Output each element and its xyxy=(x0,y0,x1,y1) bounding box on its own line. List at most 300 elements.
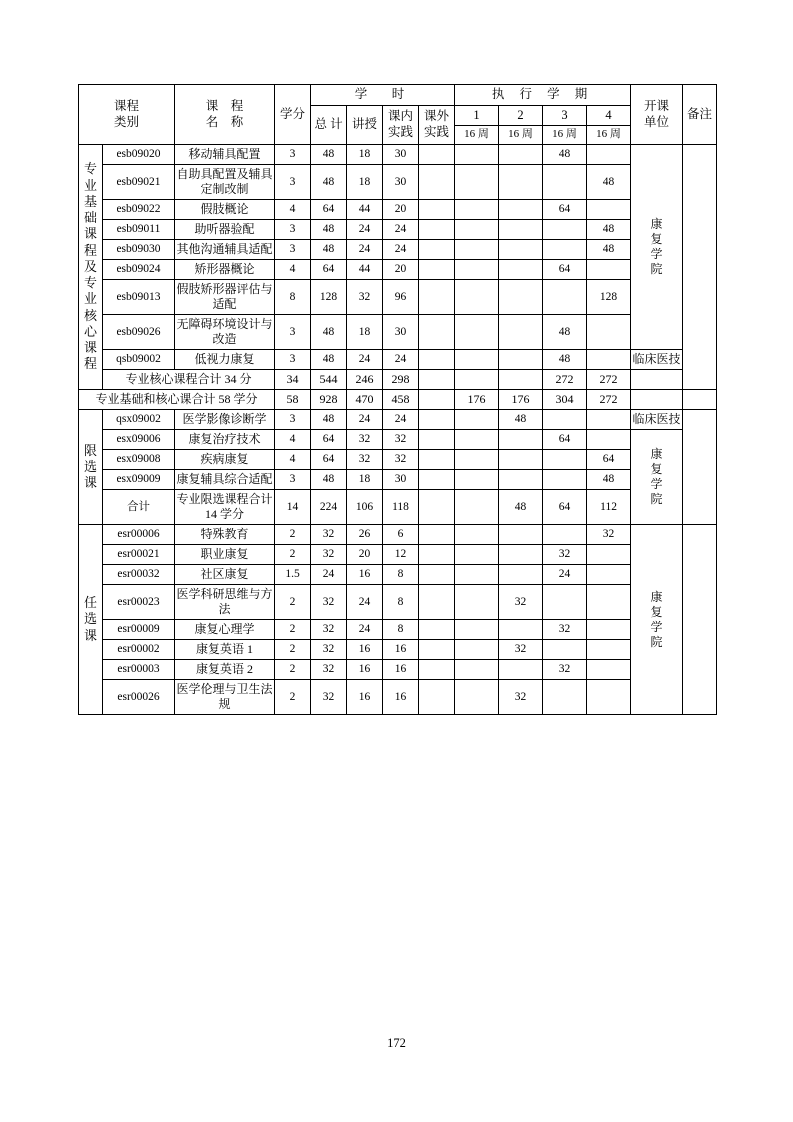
course-name: 移动辅具配置 xyxy=(175,145,275,165)
course-total-hours: 64 xyxy=(311,200,347,220)
course-practice-out xyxy=(419,565,455,585)
grand-total-practice-out xyxy=(419,390,455,410)
course-credit: 3 xyxy=(275,165,311,200)
subtotal-label: 专业核心课程合计 34 分 xyxy=(103,370,275,390)
course-name: 助听器验配 xyxy=(175,220,275,240)
subtotal-lecture-hours: 246 xyxy=(347,370,383,390)
table-header xyxy=(79,85,717,145)
grand-total-note xyxy=(683,390,717,410)
table-row-grand-total xyxy=(79,390,717,410)
course-total-hours: 64 xyxy=(311,450,347,470)
table-row-subtotal xyxy=(79,370,717,390)
course-practice-in: 24 xyxy=(383,220,419,240)
header-unit-line2: 单位 xyxy=(644,114,670,129)
course-term-1 xyxy=(455,585,499,620)
course-practice-in: 24 xyxy=(383,350,419,370)
group-label-char: 任 xyxy=(83,595,97,611)
course-term-1 xyxy=(455,145,499,165)
course-practice-in: 8 xyxy=(383,565,419,585)
grand-total-term-1: 176 xyxy=(455,390,499,410)
course-term-1 xyxy=(455,470,499,490)
table-row xyxy=(79,165,717,200)
course-term-2 xyxy=(499,525,543,545)
course-term-1 xyxy=(455,220,499,240)
header-weeks-2: 16 周 xyxy=(499,126,543,145)
header-category xyxy=(79,85,175,145)
course-term-3 xyxy=(543,585,587,620)
course-lecture-hours: 18 xyxy=(347,315,383,350)
course-practice-in: 16 xyxy=(383,640,419,660)
header-practice-out-line2: 实践 xyxy=(424,124,450,139)
table-row xyxy=(79,620,717,640)
course-term-3 xyxy=(543,220,587,240)
course-practice-out xyxy=(419,260,455,280)
course-code: esb09022 xyxy=(103,200,175,220)
table-row xyxy=(79,525,717,545)
course-term-2 xyxy=(499,165,543,200)
course-practice-out xyxy=(419,165,455,200)
subtotal-unit xyxy=(631,370,683,390)
group-label-char: 课 xyxy=(83,475,97,491)
course-lecture-hours: 16 xyxy=(347,640,383,660)
course-total-hours: 48 xyxy=(311,240,347,260)
course-name: 社区康复 xyxy=(175,565,275,585)
course-term-4 xyxy=(587,660,631,680)
course-term-2 xyxy=(499,220,543,240)
table-row xyxy=(79,410,717,430)
unit-char: 康 xyxy=(650,217,663,231)
course-term-4 xyxy=(587,260,631,280)
course-unit-override: 临床医技 xyxy=(631,350,683,370)
course-term-4 xyxy=(587,350,631,370)
course-term-1 xyxy=(455,430,499,450)
subtotal-code-label: 合计 xyxy=(103,490,175,525)
course-term-3 xyxy=(543,525,587,545)
subtotal-credit: 14 xyxy=(275,490,311,525)
subtotal-term-4: 272 xyxy=(587,370,631,390)
table-row xyxy=(79,315,717,350)
group-label-restricted xyxy=(79,410,103,525)
course-term-1 xyxy=(455,565,499,585)
course-practice-out xyxy=(419,620,455,640)
table-row xyxy=(79,565,717,585)
grand-total-credit: 58 xyxy=(275,390,311,410)
course-practice-in: 30 xyxy=(383,315,419,350)
course-credit: 3 xyxy=(275,240,311,260)
group-label-char: 课 xyxy=(83,627,97,643)
course-lecture-hours: 18 xyxy=(347,470,383,490)
course-term-1 xyxy=(455,680,499,715)
table-row xyxy=(79,200,717,220)
course-credit: 3 xyxy=(275,350,311,370)
course-lecture-hours: 24 xyxy=(347,350,383,370)
course-term-1 xyxy=(455,165,499,200)
course-term-3: 32 xyxy=(543,660,587,680)
course-term-2: 32 xyxy=(499,640,543,660)
table-row xyxy=(79,680,717,715)
course-term-2 xyxy=(499,430,543,450)
course-practice-out xyxy=(419,680,455,715)
course-term-2 xyxy=(499,260,543,280)
course-name: 自助具配置及辅具定制改制 xyxy=(175,165,275,200)
course-practice-in: 24 xyxy=(383,240,419,260)
course-term-4: 32 xyxy=(587,525,631,545)
course-term-2 xyxy=(499,620,543,640)
course-practice-out xyxy=(419,350,455,370)
course-practice-out xyxy=(419,450,455,470)
course-term-3: 32 xyxy=(543,545,587,565)
table-body xyxy=(79,145,717,715)
course-term-4 xyxy=(587,565,631,585)
course-total-hours: 32 xyxy=(311,640,347,660)
course-code: esx09006 xyxy=(103,430,175,450)
course-name: 假肢概论 xyxy=(175,200,275,220)
header-course-name xyxy=(175,85,275,145)
course-code: esr00002 xyxy=(103,640,175,660)
group-label-char: 课 xyxy=(83,226,97,242)
course-name: 低视力康复 xyxy=(175,350,275,370)
header-practice-in-line2: 实践 xyxy=(388,124,414,139)
grand-total-term-2: 176 xyxy=(499,390,543,410)
course-term-1 xyxy=(455,350,499,370)
course-credit: 4 xyxy=(275,450,311,470)
course-lecture-hours: 44 xyxy=(347,260,383,280)
course-term-2 xyxy=(499,145,543,165)
course-total-hours: 48 xyxy=(311,410,347,430)
course-term-4: 48 xyxy=(587,165,631,200)
course-term-4 xyxy=(587,545,631,565)
header-practice-in-line1: 课内 xyxy=(388,109,414,124)
course-total-hours: 48 xyxy=(311,165,347,200)
table-row xyxy=(79,450,717,470)
subtotal-term-4: 112 xyxy=(587,490,631,525)
subtotal-practice-out xyxy=(419,370,455,390)
course-lecture-hours: 24 xyxy=(347,585,383,620)
course-credit: 1.5 xyxy=(275,565,311,585)
unit-char: 学 xyxy=(650,477,663,491)
header-lecture-hours: 讲授 xyxy=(347,105,383,144)
group-label-char: 业 xyxy=(83,177,97,193)
subtotal-credit: 34 xyxy=(275,370,311,390)
group-label-char: 心 xyxy=(83,323,97,339)
course-total-hours: 32 xyxy=(311,660,347,680)
course-name: 特殊教育 xyxy=(175,525,275,545)
course-credit: 3 xyxy=(275,220,311,240)
course-name: 无障碍环境设计与改造 xyxy=(175,315,275,350)
course-practice-in: 20 xyxy=(383,200,419,220)
course-term-3 xyxy=(543,640,587,660)
group-label-char: 业 xyxy=(83,291,97,307)
course-term-3 xyxy=(543,240,587,260)
course-term-4 xyxy=(587,640,631,660)
group-label-char: 选 xyxy=(83,458,97,474)
course-practice-in: 24 xyxy=(383,410,419,430)
group-label-char: 程 xyxy=(83,242,97,258)
header-category-line2: 类别 xyxy=(114,114,140,129)
course-lecture-hours: 24 xyxy=(347,410,383,430)
course-practice-in: 32 xyxy=(383,430,419,450)
grand-total-lecture-hours: 470 xyxy=(347,390,383,410)
course-practice-out xyxy=(419,220,455,240)
course-name: 医学影像诊断学 xyxy=(175,410,275,430)
group-label-char: 课 xyxy=(83,340,97,356)
course-term-2 xyxy=(499,280,543,315)
course-term-2 xyxy=(499,350,543,370)
course-lecture-hours: 18 xyxy=(347,165,383,200)
course-credit: 4 xyxy=(275,430,311,450)
course-total-hours: 48 xyxy=(311,315,347,350)
course-practice-out xyxy=(419,240,455,260)
table-row-subtotal xyxy=(79,490,717,525)
course-unit xyxy=(631,430,683,525)
header-term-2: 2 xyxy=(499,105,543,126)
subtotal-term-1 xyxy=(455,370,499,390)
group-label-char: 专 xyxy=(83,275,97,291)
header-name-line2: 名 称 xyxy=(205,114,244,129)
unit-char: 复 xyxy=(650,232,663,246)
course-term-1 xyxy=(455,620,499,640)
course-practice-out xyxy=(419,315,455,350)
course-term-2: 32 xyxy=(499,680,543,715)
course-code: esb09013 xyxy=(103,280,175,315)
subtotal-term-2: 48 xyxy=(499,490,543,525)
header-weeks-1: 16 周 xyxy=(455,126,499,145)
course-term-3: 48 xyxy=(543,145,587,165)
header-practice-out xyxy=(419,105,455,144)
course-unit-override: 临床医技 xyxy=(631,410,683,430)
page-number: 172 xyxy=(387,1036,406,1050)
course-term-1 xyxy=(455,315,499,350)
table-row xyxy=(79,260,717,280)
course-term-3 xyxy=(543,280,587,315)
course-practice-in: 20 xyxy=(383,260,419,280)
header-term-1: 1 xyxy=(455,105,499,126)
course-term-1 xyxy=(455,200,499,220)
course-lecture-hours: 32 xyxy=(347,280,383,315)
header-term-3: 3 xyxy=(543,105,587,126)
course-practice-in: 32 xyxy=(383,450,419,470)
course-name: 矫形器概论 xyxy=(175,260,275,280)
course-code: esb09026 xyxy=(103,315,175,350)
course-term-2: 48 xyxy=(499,410,543,430)
unit-char: 学 xyxy=(650,619,663,634)
course-term-4: 64 xyxy=(587,450,631,470)
group-label-char: 专 xyxy=(83,161,97,177)
course-term-4 xyxy=(587,585,631,620)
course-name: 疾病康复 xyxy=(175,450,275,470)
course-code: esr00032 xyxy=(103,565,175,585)
course-total-hours: 48 xyxy=(311,145,347,165)
course-term-4 xyxy=(587,680,631,715)
course-total-hours: 64 xyxy=(311,260,347,280)
course-credit: 3 xyxy=(275,410,311,430)
header-unit xyxy=(631,85,683,145)
course-lecture-hours: 32 xyxy=(347,430,383,450)
course-total-hours: 24 xyxy=(311,565,347,585)
course-name: 康复辅具综合适配 xyxy=(175,470,275,490)
course-practice-in: 16 xyxy=(383,660,419,680)
course-term-3: 32 xyxy=(543,620,587,640)
course-code: esr00006 xyxy=(103,525,175,545)
course-term-2 xyxy=(499,240,543,260)
course-lecture-hours: 24 xyxy=(347,240,383,260)
course-name: 康复英语 2 xyxy=(175,660,275,680)
unit-char: 复 xyxy=(650,462,663,476)
course-term-2: 32 xyxy=(499,585,543,620)
course-credit: 2 xyxy=(275,585,311,620)
group-label-core xyxy=(79,145,103,390)
course-term-3: 64 xyxy=(543,260,587,280)
course-term-4 xyxy=(587,410,631,430)
course-term-1 xyxy=(455,240,499,260)
header-credit: 学分 xyxy=(275,85,311,145)
course-term-4: 48 xyxy=(587,470,631,490)
course-term-1 xyxy=(455,410,499,430)
header-name-line1: 课 程 xyxy=(205,98,244,113)
group-label-elective xyxy=(79,525,103,715)
grand-total-term-4: 272 xyxy=(587,390,631,410)
table-row xyxy=(79,350,717,370)
subtotal-practice-in: 298 xyxy=(383,370,419,390)
course-code: esr00003 xyxy=(103,660,175,680)
course-term-2 xyxy=(499,450,543,470)
course-term-4: 48 xyxy=(587,220,631,240)
course-practice-in: 12 xyxy=(383,545,419,565)
course-lecture-hours: 32 xyxy=(347,450,383,470)
course-practice-in: 96 xyxy=(383,280,419,315)
course-term-3 xyxy=(543,165,587,200)
course-lecture-hours: 16 xyxy=(347,680,383,715)
course-total-hours: 48 xyxy=(311,350,347,370)
course-term-2 xyxy=(499,470,543,490)
header-weeks-3: 16 周 xyxy=(543,126,587,145)
course-term-3 xyxy=(543,410,587,430)
course-lecture-hours: 44 xyxy=(347,200,383,220)
course-practice-in: 30 xyxy=(383,145,419,165)
course-lecture-hours: 16 xyxy=(347,565,383,585)
course-term-3: 64 xyxy=(543,430,587,450)
subtotal-term-2 xyxy=(499,370,543,390)
table-row xyxy=(79,545,717,565)
course-total-hours: 64 xyxy=(311,430,347,450)
course-practice-out xyxy=(419,525,455,545)
subtotal-term-1 xyxy=(455,490,499,525)
course-practice-out xyxy=(419,145,455,165)
course-practice-out xyxy=(419,640,455,660)
table-row xyxy=(79,430,717,450)
course-term-2 xyxy=(499,200,543,220)
course-code: esx09009 xyxy=(103,470,175,490)
header-hours-group: 学 时 xyxy=(311,85,455,106)
unit-char: 院 xyxy=(650,634,663,649)
course-code: esr00023 xyxy=(103,585,175,620)
course-total-hours: 48 xyxy=(311,470,347,490)
course-practice-out xyxy=(419,430,455,450)
grand-total-term-3: 304 xyxy=(543,390,587,410)
course-total-hours: 32 xyxy=(311,545,347,565)
subtotal-total-hours: 224 xyxy=(311,490,347,525)
course-term-1 xyxy=(455,525,499,545)
course-term-1 xyxy=(455,660,499,680)
subtotal-term-3: 64 xyxy=(543,490,587,525)
course-credit: 2 xyxy=(275,660,311,680)
course-term-4 xyxy=(587,315,631,350)
course-term-3 xyxy=(543,450,587,470)
grand-total-practice-in: 458 xyxy=(383,390,419,410)
course-term-2 xyxy=(499,660,543,680)
course-note xyxy=(683,145,717,390)
course-credit: 2 xyxy=(275,620,311,640)
course-total-hours: 32 xyxy=(311,680,347,715)
table-row xyxy=(79,470,717,490)
course-term-1 xyxy=(455,280,499,315)
curriculum-table xyxy=(78,84,717,715)
grand-total-total-hours: 928 xyxy=(311,390,347,410)
subtotal-practice-out xyxy=(419,490,455,525)
course-name: 职业康复 xyxy=(175,545,275,565)
course-name: 假肢矫形器评估与适配 xyxy=(175,280,275,315)
group-label-char: 限 xyxy=(83,442,97,458)
course-practice-in: 30 xyxy=(383,470,419,490)
course-practice-in: 6 xyxy=(383,525,419,545)
course-credit: 2 xyxy=(275,640,311,660)
course-note xyxy=(683,525,717,715)
subtotal-lecture-hours: 106 xyxy=(347,490,383,525)
course-credit: 4 xyxy=(275,200,311,220)
course-code: esr00009 xyxy=(103,620,175,640)
header-practice-in xyxy=(383,105,419,144)
course-code: esx09008 xyxy=(103,450,175,470)
course-term-1 xyxy=(455,450,499,470)
course-credit: 8 xyxy=(275,280,311,315)
course-credit: 3 xyxy=(275,470,311,490)
header-note: 备注 xyxy=(683,85,717,145)
course-term-1 xyxy=(455,640,499,660)
group-label-char: 础 xyxy=(83,210,97,226)
course-name: 医学科研思维与方法 xyxy=(175,585,275,620)
course-term-1 xyxy=(455,260,499,280)
group-label-char: 程 xyxy=(83,356,97,372)
subtotal-total-hours: 544 xyxy=(311,370,347,390)
course-term-4 xyxy=(587,145,631,165)
course-code: esr00026 xyxy=(103,680,175,715)
course-lecture-hours: 24 xyxy=(347,620,383,640)
course-lecture-hours: 26 xyxy=(347,525,383,545)
group-label-char: 核 xyxy=(83,307,97,323)
unit-char: 院 xyxy=(650,492,663,506)
course-name: 康复治疗技术 xyxy=(175,430,275,450)
table-row xyxy=(79,240,717,260)
course-term-2 xyxy=(499,565,543,585)
course-code: esb09020 xyxy=(103,145,175,165)
course-name: 康复心理学 xyxy=(175,620,275,640)
course-practice-out xyxy=(419,280,455,315)
subtotal-term-3: 272 xyxy=(543,370,587,390)
group-label-char: 基 xyxy=(83,193,97,209)
course-lecture-hours: 16 xyxy=(347,660,383,680)
course-practice-out xyxy=(419,545,455,565)
course-credit: 2 xyxy=(275,525,311,545)
course-total-hours: 32 xyxy=(311,585,347,620)
header-weeks-4: 16 周 xyxy=(587,126,631,145)
course-term-3: 64 xyxy=(543,200,587,220)
table-row xyxy=(79,640,717,660)
course-practice-in: 8 xyxy=(383,620,419,640)
course-term-2 xyxy=(499,315,543,350)
course-term-4 xyxy=(587,200,631,220)
course-practice-in: 16 xyxy=(383,680,419,715)
table-row xyxy=(79,585,717,620)
